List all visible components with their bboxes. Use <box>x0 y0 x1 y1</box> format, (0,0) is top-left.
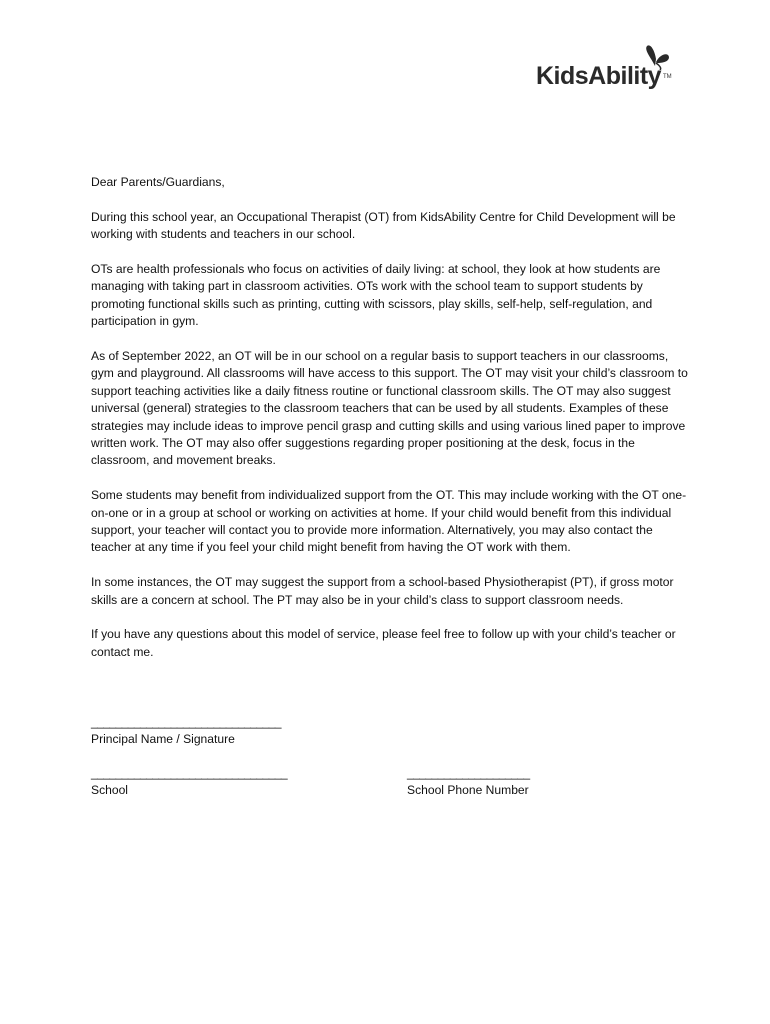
salutation: Dear Parents/Guardians, <box>91 175 225 189</box>
principal-signature-block <box>91 714 281 748</box>
kidsability-logo <box>528 44 678 100</box>
school-label: School <box>91 783 128 797</box>
paragraph: As of September 2022, an OT will be in our school on a regular basis to support teachers in our classrooms, gym and playground. All classrooms will have access to this support. The OT may visit your child’s classroom to support teaching activities like a daily fitness routine or functional classroom skills. The OT may also suggest universal (general) strategies to the classroom teachers that can be used by all students. Examples of these strategies may include ideas to improve pencil grasp and cutting skills and using various lined paper to improve written work. The OT may also offer suggestions regarding proper positioning at the desk, focus in the classroom, and movement breaks. <box>91 349 688 468</box>
paragraph: In some instances, the OT may suggest the support from a school-based Physiotherapist (PT), if gross motor skills are a concern at school. The PT may also be in your child’s class to support classroom needs. <box>91 575 674 607</box>
logo-wordmark: KidsAbility <box>536 62 662 90</box>
principal-signature-line: _______________________________ <box>91 715 281 729</box>
principal-signature-label: Principal Name / Signature <box>91 732 235 746</box>
paragraph: If you have any questions about this model of service, please feel free to follow up with your child’s teacher or contact me. <box>91 627 676 659</box>
letter-body <box>91 174 691 679</box>
school-block <box>91 765 287 799</box>
school-phone-label: School Phone Number <box>407 783 529 797</box>
paragraph: During this school year, an Occupational Therapist (OT) from KidsAbility Centre for Child Development will be working with students and teachers in our school. <box>91 209 676 242</box>
school-line: ________________________________ <box>91 766 288 780</box>
school-phone-line: ____________________ <box>407 766 530 780</box>
paragraph: OTs are health professionals who focus on activities of daily living: at school, they look at how students are managing with taking part in classroom activities. OTs work with the school team to support students by promoting functional skills such as printing, cutting with scissors, play skills, self-help, self-regulation, and participation in gym. <box>91 262 661 329</box>
school-phone-block <box>407 765 530 799</box>
logo-trademark: TM <box>663 74 672 80</box>
paragraph: Some students may benefit from individualized support from the OT. This may include working with the OT one-on-one or in a group at school or working on activities at home. If your child would benefit from this individual support, your teacher will contact you to provide more information. Alternatively, you may also contact the teacher at any time if you feel your child might benefit from having the OT work with them. <box>91 488 687 555</box>
